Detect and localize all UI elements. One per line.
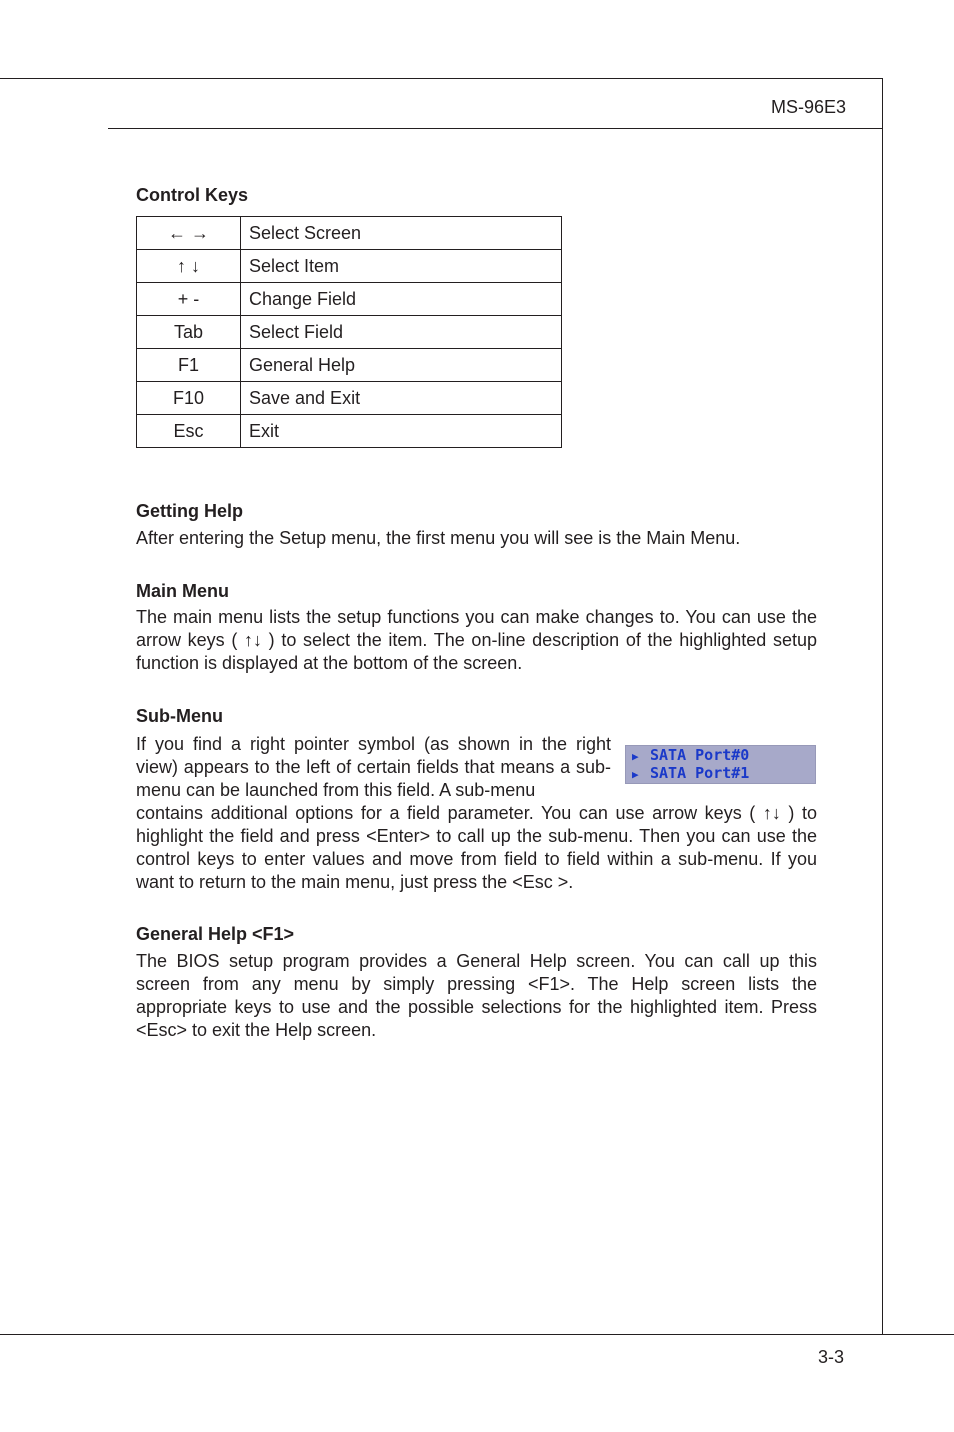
control-keys-heading: Control Keys: [136, 185, 249, 205]
header-rule-inner: [108, 128, 883, 129]
margin-rule-right: [882, 78, 883, 1335]
action-cell: Select Item: [241, 250, 562, 283]
general-help-heading: General Help <F1>: [136, 924, 295, 944]
table-row: [137, 283, 562, 316]
table-row: [137, 382, 562, 415]
table-row: [137, 217, 562, 250]
getting-help-heading: Getting Help: [136, 501, 243, 521]
control-keys-table: [136, 216, 562, 448]
action-cell: Select Field: [241, 316, 562, 349]
key-cell: F1: [137, 349, 241, 382]
sub-menu-heading: Sub-Menu: [136, 706, 223, 726]
key-cell: ← →: [137, 217, 241, 250]
key-cell: + -: [137, 283, 241, 316]
getting-help-text: After entering the Setup menu, the first menu you will see is the Main Menu.: [136, 528, 741, 548]
key-cell: F10: [137, 382, 241, 415]
model-number: MS-96E3: [770, 97, 846, 117]
action-cell: Change Field: [241, 283, 562, 316]
table-row: [137, 415, 562, 448]
key-cell: ↑ ↓: [137, 250, 241, 283]
table-row: [137, 349, 562, 382]
table-row: [137, 250, 562, 283]
submenu-screenshot-item: ▶ SATA Port#0: [632, 746, 750, 764]
submenu-screenshot: [625, 745, 816, 784]
action-cell: Select Screen: [241, 217, 562, 250]
action-cell: Save and Exit: [241, 382, 562, 415]
header-rule-outer: [0, 78, 883, 79]
key-cell: Tab: [137, 316, 241, 349]
sub-menu-text-part-b: contains additional options for a field parameter. You can use arrow keys ( ↑↓ ) to highlight the field and press <Enter> to call up the sub-menu. Then you can use the control keys to enter values and move from field to field within a sub-menu. If you want to return to the main menu, just press the <Esc >.: [136, 803, 817, 892]
general-help-text: The BIOS setup program provides a General Help screen. You can call up this screen from any menu by simply pressing <F1>. The Help screen lists the appropriate keys to use and the possible selections for the highlighted item. Press <Esc> to exit the Help screen.: [136, 951, 817, 1040]
right-pointer-icon: ▶: [632, 768, 639, 781]
right-pointer-icon: ▶: [632, 750, 639, 763]
submenu-screenshot-item: ▶ SATA Port#1: [632, 764, 750, 782]
main-menu-heading: Main Menu: [136, 581, 229, 601]
table-row: [137, 316, 562, 349]
main-menu-text: The main menu lists the setup functions you can make changes to. You can use the arrow keys ( ↑↓ ) to select the item. The on-line description of the highlighted setup function is displayed at the bottom of the screen.: [136, 607, 817, 673]
action-cell: General Help: [241, 349, 562, 382]
key-cell: Esc: [137, 415, 241, 448]
footer-rule: [0, 1334, 954, 1335]
page-number: 3-3: [817, 1347, 844, 1367]
action-cell: Exit: [241, 415, 562, 448]
sub-menu-text-part-a: If you find a right pointer symbol (as shown in the right view) appears to the left of certain fields that means a sub-menu can be launched from this field. A sub-menu: [136, 734, 611, 800]
